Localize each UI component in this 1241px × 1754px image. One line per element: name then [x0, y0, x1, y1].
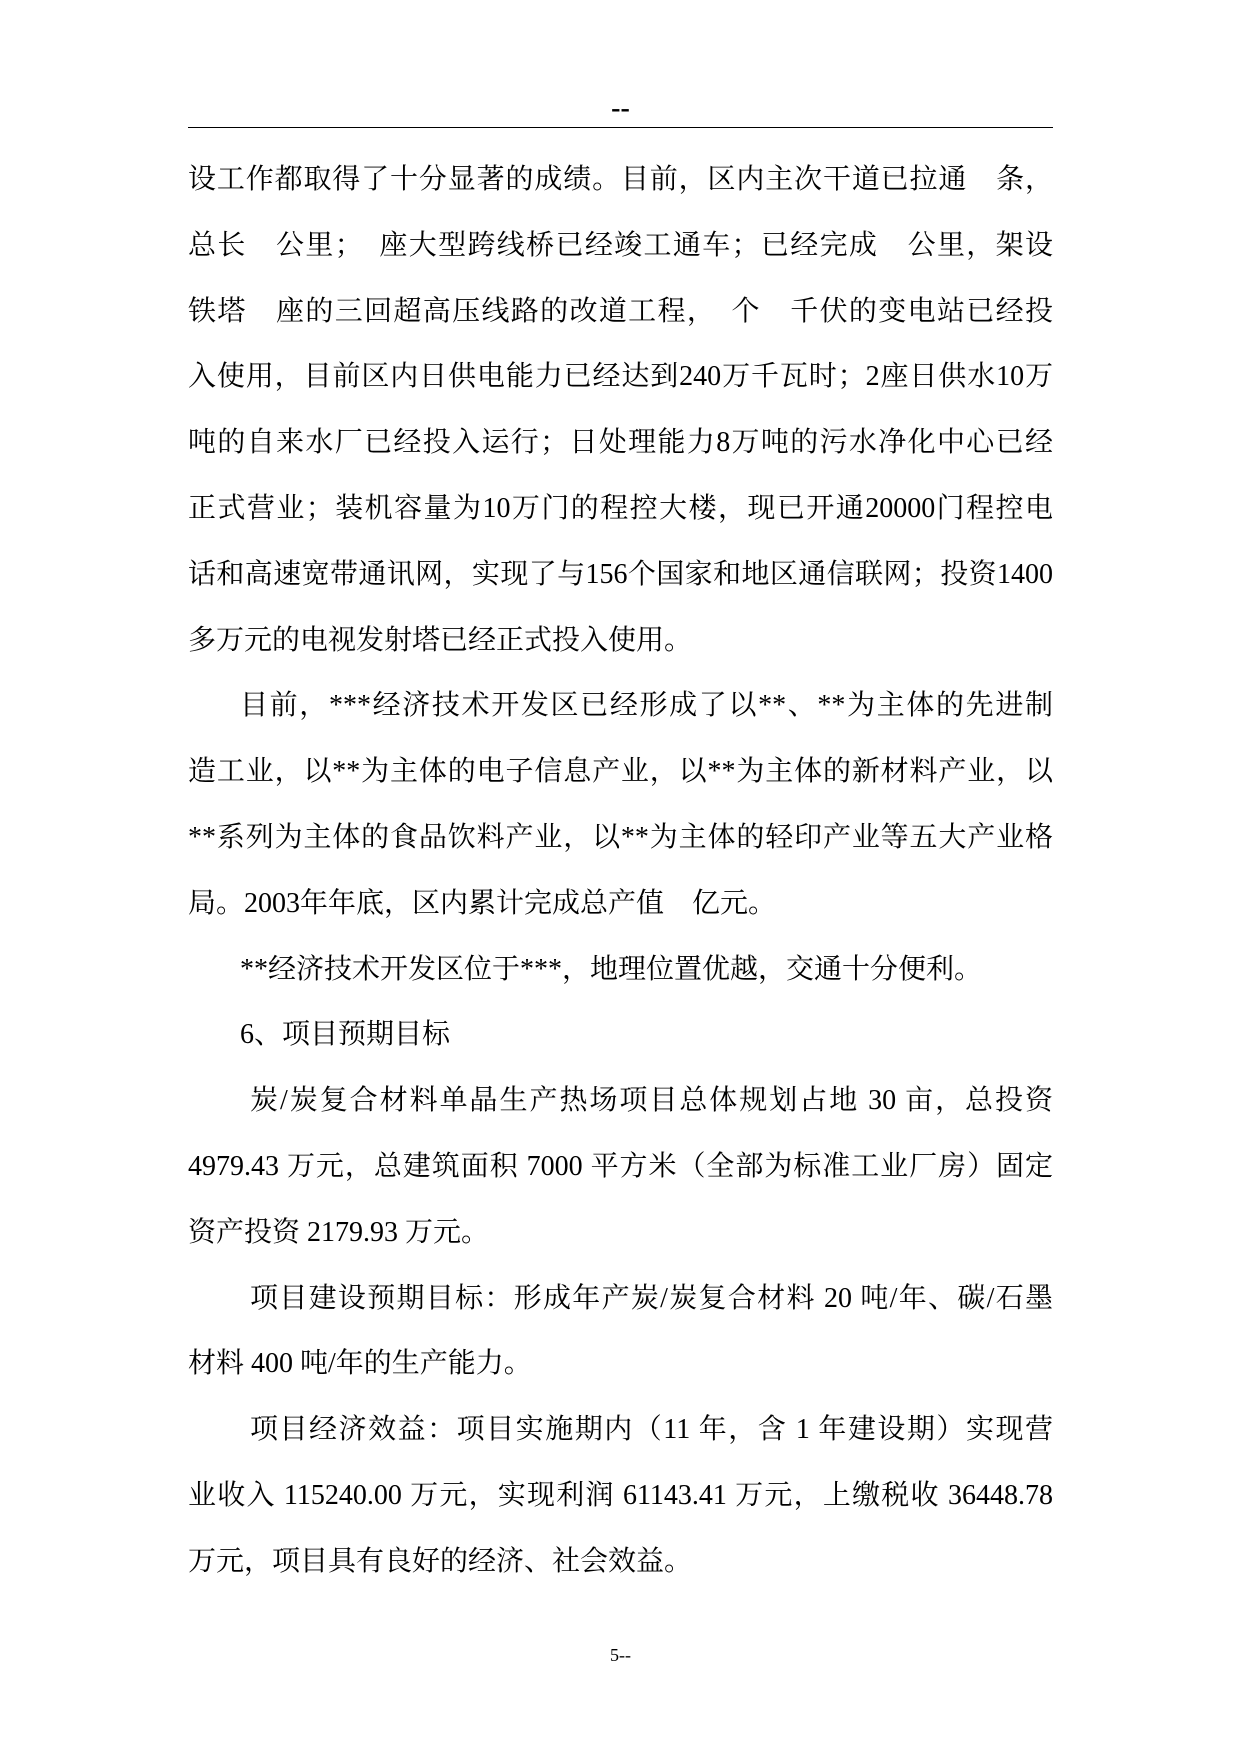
page-number: 5--	[610, 1645, 631, 1665]
paragraph-capacity-target	[188, 1266, 1053, 1398]
page-header: --	[611, 93, 630, 124]
paragraph-industries	[188, 673, 1053, 936]
section-heading-block	[188, 1002, 1053, 1068]
text-line: 目前，***经济技术开发区已经形成了以**、**为主体的先进制	[240, 690, 1053, 722]
header-rule	[188, 127, 1053, 128]
text-line: **系列为主体的食品饮料产业，以**为主体的轻印产业等五大产业格	[188, 821, 1053, 853]
text-line: 造工业，以**为主体的电子信息产业，以**为主体的新材料产业，以	[188, 756, 1053, 788]
text-line: 万元，项目具有良好的经济、社会效益。	[188, 1545, 693, 1577]
paragraph-economic-benefit	[188, 1397, 1053, 1594]
paragraph-location	[188, 937, 1053, 1003]
text-line: 吨的自来水厂已经投入运行；日处理能力8万吨的污水净化中心已经	[188, 427, 1053, 459]
text-line: 总长 公里； 座大型跨线桥已经竣工通车；已经完成 公里，架设	[188, 229, 1053, 261]
text-line: 多万元的电视发射塔已经正式投入使用。	[188, 624, 693, 656]
text-line: 项目经济效益：项目实施期内（11 年，含 1 年建设期）实现营	[250, 1414, 1053, 1446]
text-line: 局。2003年年底，区内累计完成总产值 亿元。	[188, 887, 777, 919]
text-line: 话和高速宽带通讯网，实现了与156个国家和地区通信联网；投资1400	[188, 558, 1053, 590]
paragraph-infrastructure	[188, 147, 1053, 673]
text-line: 项目建设预期目标：形成年产炭/炭复合材料 20 吨/年、碳/石墨	[250, 1282, 1053, 1314]
text-line: 4979.43 万元，总建筑面积 7000 平方米（全部为标准工业厂房）固定	[188, 1150, 1053, 1182]
text-line: 正式营业；装机容量为10万门的程控大楼，现已开通20000门程控电	[188, 492, 1053, 524]
text-line: 材料 400 吨/年的生产能力。	[188, 1348, 532, 1380]
document-body	[188, 147, 1053, 1595]
paragraph-investment	[188, 1068, 1053, 1265]
text-line: 设工作都取得了十分显著的成绩。目前，区内主次干道已拉通 条，	[188, 164, 1053, 195]
text-line: 资产投资 2179.93 万元。	[188, 1216, 490, 1248]
section-heading: 6、项目预期目标	[240, 1019, 451, 1051]
text-line: 业收入 115240.00 万元，实现利润 61143.41 万元，上缴税收 36448.78	[188, 1479, 1053, 1511]
text-line: 炭/炭复合材料单晶生产热场项目总体规划占地 30 亩，总投资	[250, 1085, 1053, 1117]
text-line: 入使用，目前区内日供电能力已经达到240万千瓦时；2座日供水10万	[188, 361, 1053, 393]
text-line: 铁塔 座的三回超高压线路的改道工程， 个 千伏的变电站已经投	[188, 295, 1053, 327]
text-line: **经济技术开发区位于***，地理位置优越，交通十分便利。	[240, 953, 983, 985]
